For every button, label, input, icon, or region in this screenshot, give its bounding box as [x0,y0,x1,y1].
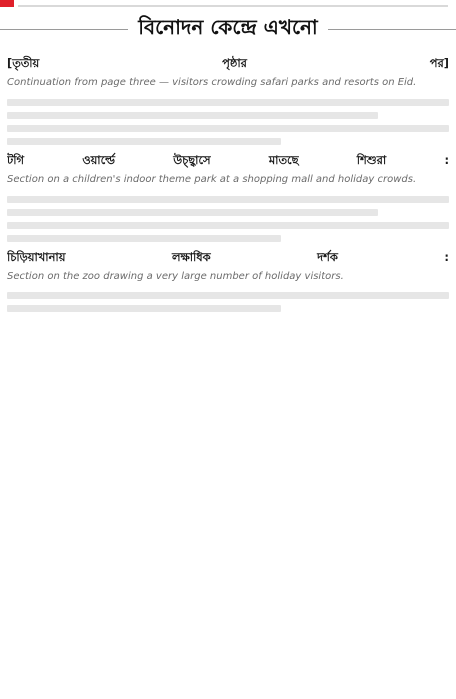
headline-row [0,12,456,46]
subhead-2: চিড়িয়াখানায় লক্ষাধিক দর্শক : [7,249,449,264]
text-placeholder-line [7,292,449,299]
text-placeholder-line [7,112,378,119]
top-rule [18,5,448,7]
paragraph-2-placeholder: Section on a children's indoor theme park at a shopping mall and holiday crowds. [7,174,417,186]
text-placeholder-line [7,196,449,203]
text-placeholder-line [7,222,449,229]
text-placeholder-line [7,138,281,145]
headline-rule-right [328,29,456,30]
continued-from-marker: [তৃতীয় পৃষ্ঠার পর] [7,56,449,70]
text-placeholder-line [7,209,378,216]
text-placeholder-line [7,305,281,312]
paragraph-3 [7,248,449,313]
paragraph-1-placeholder: Continuation from page three — visitors crowding safari parks and resorts on Eid. [7,77,417,89]
paragraph-1 [7,54,449,145]
section-tab-accent [0,0,14,7]
headline: বিনোদন কেন্দ্রে এখনো [138,14,318,39]
paragraph-2 [7,151,449,242]
text-placeholder-line [7,125,449,132]
headline-rule-left [0,29,128,30]
article-body [7,54,449,695]
paragraph-3-placeholder: Section on the zoo drawing a very large number of holiday visitors. [7,271,344,283]
subhead-1: টগি ওয়ার্ল্ডে উচ্ছ্বাসে মাতছে শিশুরা : [7,152,449,167]
text-placeholder-line [7,235,281,242]
text-placeholder-line [7,99,449,106]
